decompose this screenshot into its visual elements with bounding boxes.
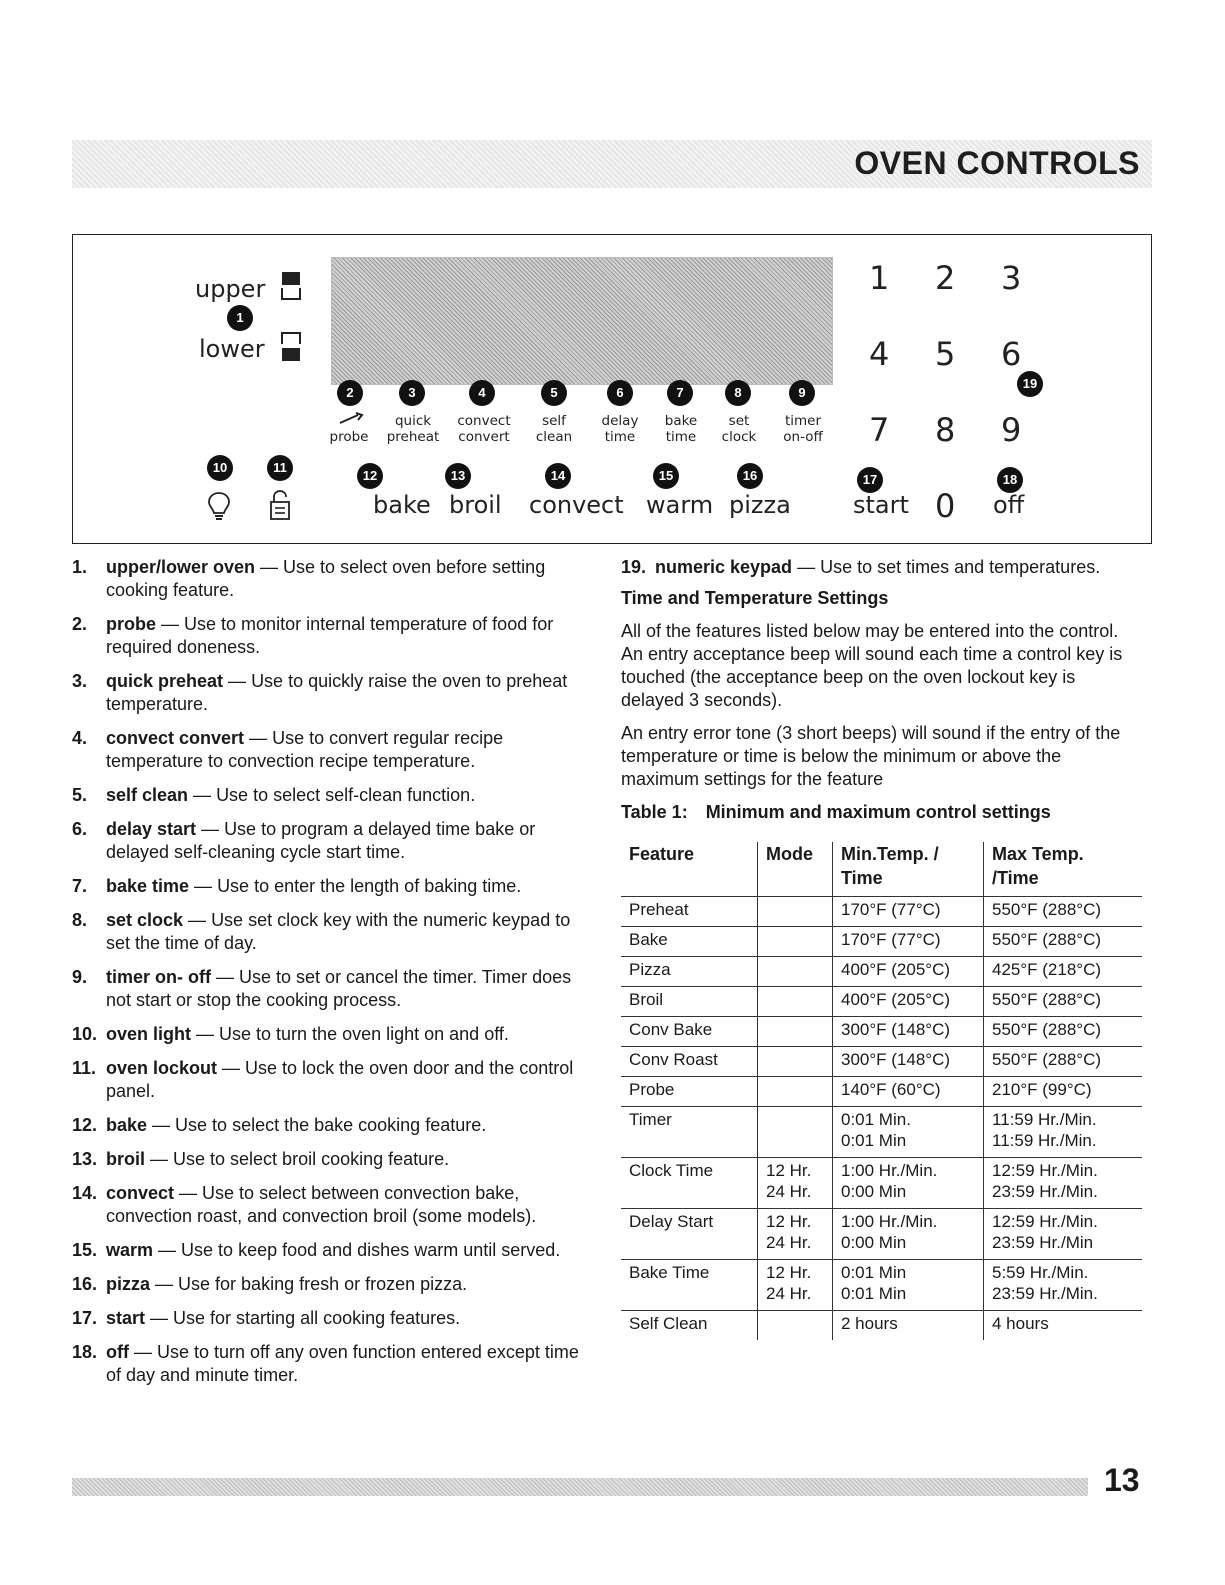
cell-mode: [758, 1107, 833, 1158]
broil-button[interactable]: broil: [449, 491, 502, 519]
table-row: [621, 927, 1142, 957]
list-item: [72, 784, 592, 807]
cell-max: [984, 1158, 1143, 1209]
table-title: Minimum and maximum control settings: [705, 802, 1051, 822]
list-item-19: [621, 556, 1141, 579]
cell-line: 170°F (77°C): [841, 930, 941, 949]
table-label: Table 1:: [621, 802, 688, 822]
list-item-number: 19.: [621, 557, 647, 577]
table-row: [621, 1047, 1142, 1077]
list-item-desc: Use to select the bake cooking feature.: [175, 1115, 487, 1135]
column-header-feature: Feature: [629, 844, 695, 864]
cell-line: Conv Bake: [629, 1020, 713, 1039]
cell-min: [833, 1047, 984, 1077]
list-item-desc: Use to lock the oven door and the control panel.: [106, 1058, 574, 1101]
upper-oven-label: upper: [195, 275, 266, 303]
list-item-body: off — Use to turn off any oven function entered except time of day and minute timer.: [106, 1342, 579, 1385]
list-item-desc: Use to turn the oven light on and off.: [219, 1024, 509, 1044]
upper-oven-icon: [281, 271, 301, 301]
list-item-number: 16.: [72, 1274, 98, 1294]
list-item: [72, 1182, 592, 1228]
cell-line: 23:59 Hr./Min.: [992, 1284, 1098, 1303]
keypad-key-9[interactable]: 9: [1001, 411, 1022, 449]
cell-line: 550°F (288°C): [992, 930, 1102, 949]
list-item-number: 12.: [72, 1115, 98, 1135]
oven-display-window: [331, 257, 833, 385]
list-item-body: probe — Use to monitor internal temperature of food for required doneness.: [106, 614, 554, 657]
cell-line: 5:59 Hr./Min.: [992, 1263, 1089, 1282]
cell-feature: [621, 1047, 758, 1077]
list-item-term: warm: [106, 1240, 154, 1260]
table-caption: [621, 801, 1141, 824]
cell-min: [833, 927, 984, 957]
quick-preheat-key-label[interactable]: [383, 413, 443, 445]
cell-mode: [758, 927, 833, 957]
cell-line: 0:01 Min: [841, 1263, 907, 1282]
paragraph-1: All of the features listed below may be entered into the control. An entry acceptance beep will sound each time a control key is touched (the acceptance beep on the oven lockout key is delayed 3 seconds).: [621, 621, 1123, 710]
table-row: [621, 1209, 1142, 1260]
cell-mode: [758, 987, 833, 1017]
list-item-number: 10.: [72, 1024, 98, 1044]
keypad-key-6[interactable]: 6: [1001, 335, 1022, 373]
callout-13: 13: [445, 463, 471, 489]
list-item-body: start — Use for starting all cooking features.: [106, 1308, 461, 1328]
cell-line: Bake: [629, 930, 668, 949]
cell-feature: [621, 1107, 758, 1158]
list-item-desc: Use to convert regular recipe temperature to convection recipe temperature.: [106, 728, 504, 771]
list-item-term: convect: [106, 1183, 175, 1203]
cell-line: 12:59 Hr./Min.: [992, 1212, 1098, 1231]
cell-max: [984, 1017, 1143, 1047]
cell-feature: [621, 1077, 758, 1107]
list-item-term: bake: [106, 1115, 148, 1135]
cell-line: Timer: [629, 1110, 672, 1129]
cell-line: 24 Hr.: [766, 1284, 812, 1303]
cell-min: [833, 1158, 984, 1209]
keypad-key-2[interactable]: 2: [935, 259, 956, 297]
list-item-body: convect — Use to select between convection bake, convection roast, and convection broil (some models).: [106, 1183, 537, 1226]
list-item-desc: Use for starting all cooking features.: [173, 1308, 461, 1328]
list-item-number: 11.: [72, 1058, 97, 1078]
cell-line: 550°F (288°C): [992, 1020, 1102, 1039]
quick-preheat-line1: quick: [394, 413, 432, 429]
delay-time-line1: delay: [601, 413, 639, 429]
cell-mode: [758, 1311, 833, 1341]
list-item-term: self clean: [106, 785, 189, 805]
list-item-term: oven lockout: [106, 1058, 218, 1078]
list-item-term: delay start: [106, 819, 197, 839]
cell-feature: [621, 1017, 758, 1047]
list-item: [72, 613, 592, 659]
list-item-body: pizza — Use for baking fresh or frozen pizza.: [106, 1274, 468, 1294]
cell-max: [984, 1311, 1143, 1341]
cell-line: Conv Roast: [629, 1050, 718, 1069]
cell-feature: [621, 957, 758, 987]
list-item-desc: Use to select oven before setting cooking feature.: [106, 557, 546, 600]
table-row: [621, 1311, 1142, 1341]
list-item-body: oven lockout — Use to lock the oven door and the control panel.: [106, 1058, 574, 1101]
list-item-term: timer on- off: [106, 967, 211, 987]
cell-line: 12:59 Hr./Min.: [992, 1161, 1098, 1180]
table-row: [621, 987, 1142, 1017]
list-item-term: oven light: [106, 1024, 191, 1044]
callout-17: 17: [857, 467, 883, 493]
callout-1: 1: [227, 305, 253, 331]
cell-mode: [758, 1209, 833, 1260]
list-item-desc: Use to select broil cooking feature.: [173, 1149, 450, 1169]
cell-max: [984, 1077, 1143, 1107]
cell-line: Clock Time: [629, 1161, 714, 1180]
cell-line: 4 hours: [992, 1314, 1049, 1333]
cell-line: Preheat: [629, 900, 689, 919]
warm-button[interactable]: warm: [646, 491, 714, 519]
list-item-desc: Use to turn off any oven function entered except time of day and minute timer.: [106, 1342, 579, 1385]
cell-feature: [621, 927, 758, 957]
cell-line: 11:59 Hr./Min.: [992, 1131, 1097, 1150]
list-item-term: broil: [106, 1149, 145, 1169]
list-item-number: 9.: [72, 967, 88, 987]
delay-time-key-label[interactable]: [597, 413, 643, 445]
set-clock-key-label[interactable]: [717, 413, 761, 445]
list-item-term: bake time: [106, 876, 190, 896]
list-item: [72, 1023, 592, 1046]
table-row: [621, 1158, 1142, 1209]
column-header-mode: Mode: [758, 842, 833, 897]
list-item-desc: Use to program a delayed time bake or delayed self-cleaning cycle start time.: [106, 819, 536, 862]
list-item: [72, 875, 592, 898]
bake-time-key-label[interactable]: [659, 413, 703, 445]
page-number: 13: [1104, 1462, 1140, 1498]
callout-3: 3: [399, 380, 425, 406]
column-header-min: Min.Temp. / Time: [833, 842, 984, 897]
cell-mode: [758, 897, 833, 927]
list-item-body: broil — Use to select broil cooking feature.: [106, 1149, 450, 1169]
list-item-body: upper/lower oven — Use to select oven before setting cooking feature.: [106, 557, 546, 600]
cell-line: 2 hours: [841, 1314, 898, 1333]
list-item-body: self clean — Use to select self-clean function.: [106, 785, 476, 805]
probe-icon: [338, 411, 364, 425]
list-item-desc: Use to select self-clean function.: [216, 785, 476, 805]
list-item: [72, 909, 592, 955]
list-item-number: 18.: [72, 1342, 98, 1362]
callout-15: 15: [653, 463, 679, 489]
cell-mode: [758, 1077, 833, 1107]
table-row: [621, 957, 1142, 987]
list-item-body: warm — Use to keep food and dishes warm until served.: [106, 1240, 561, 1260]
callout-4: 4: [469, 380, 495, 406]
cell-max: [984, 987, 1143, 1017]
list-item-desc: Use to set or cancel the timer. Timer does not start or stop the cooking process.: [106, 967, 572, 1010]
cell-line: 300°F (148°C): [841, 1020, 951, 1039]
list-item-term: quick preheat: [106, 671, 224, 691]
cell-max: [984, 1260, 1143, 1311]
cell-mode: [758, 1260, 833, 1311]
cell-line: 0:00 Min: [841, 1182, 907, 1201]
keypad-key-7[interactable]: 7: [869, 411, 890, 449]
bake-time-line2: time: [665, 429, 697, 445]
cell-line: Self Clean: [629, 1314, 708, 1333]
cell-mode: [758, 1047, 833, 1077]
table-row: [621, 1017, 1142, 1047]
table-row: [621, 1077, 1142, 1107]
callout-7: 7: [667, 380, 693, 406]
list-item-number: 4.: [72, 728, 88, 748]
list-item-desc: Use set clock key with the numeric keypad to set the time of day.: [106, 910, 571, 953]
callout-2: 2: [337, 380, 363, 406]
lower-oven-label: lower: [199, 335, 265, 363]
list-item-desc: Use to monitor internal temperature of food for required doneness.: [106, 614, 554, 657]
timer-on-off-line2: on-off: [783, 429, 823, 445]
list-item-body: bake time — Use to enter the length of baking time.: [106, 876, 522, 896]
list-item-number: 8.: [72, 910, 88, 930]
callout-6: 6: [607, 380, 633, 406]
convect-convert-key-label[interactable]: [453, 413, 515, 445]
convect-button[interactable]: convect: [529, 491, 624, 519]
self-clean-key-label[interactable]: [529, 413, 579, 445]
list-item-number: 6.: [72, 819, 88, 839]
list-item: [72, 1057, 592, 1103]
cell-line: 550°F (288°C): [992, 900, 1102, 919]
convect-convert-line2: convert: [458, 429, 510, 445]
list-item-body: quick preheat — Use to quickly raise the oven to preheat temperature.: [106, 671, 568, 714]
cell-line: 23:59 Hr./Min: [992, 1233, 1094, 1252]
cell-line: 0:00 Min: [841, 1233, 907, 1252]
cell-min: [833, 1260, 984, 1311]
list-item: [72, 1239, 592, 1262]
callout-16: 16: [737, 463, 763, 489]
list-item-body: numeric keypad — Use to set times and temperatures.: [655, 557, 1101, 577]
cell-max: [984, 927, 1143, 957]
keypad-key-1[interactable]: 1: [869, 259, 890, 297]
cell-line: 170°F (77°C): [841, 900, 941, 919]
timer-on-off-key-label[interactable]: [777, 413, 829, 445]
cell-line: 0:01 Min: [841, 1284, 907, 1303]
oven-lockout-icon[interactable]: [269, 489, 291, 521]
cell-line: 210°F (99°C): [992, 1080, 1092, 1099]
cell-line: 300°F (148°C): [841, 1050, 951, 1069]
keypad-key-4[interactable]: 4: [869, 335, 890, 373]
list-item-desc: Use to quickly raise the oven to preheat temperature.: [106, 671, 568, 714]
self-clean-line2: clean: [535, 429, 573, 445]
list-item-body: convect convert — Use to convert regular recipe temperature to convection recipe temperature.: [106, 728, 504, 771]
cell-line: 12 Hr.: [766, 1161, 812, 1180]
cell-min: [833, 897, 984, 927]
quick-preheat-line2: preheat: [386, 429, 440, 445]
callout-5: 5: [541, 380, 567, 406]
list-item-term: start: [106, 1308, 146, 1328]
paragraph-2: An entry error tone (3 short beeps) will sound if the entry of the temperature or time is below the minimum or above the maximum settings for the feature: [621, 723, 1121, 789]
cell-mode: [758, 1158, 833, 1209]
cell-max: [984, 1107, 1143, 1158]
pizza-button[interactable]: pizza: [729, 491, 791, 519]
set-clock-line2: clock: [721, 429, 757, 445]
list-item-number: 1.: [72, 557, 88, 577]
table-row: [621, 897, 1142, 927]
list-item-desc: Use to enter the length of baking time.: [217, 876, 522, 896]
list-item-term: set clock: [106, 910, 184, 930]
timer-on-off-line1: timer: [784, 413, 822, 429]
callout-18: 18: [997, 467, 1023, 493]
column-header-max: Max Temp. /Time: [984, 842, 1143, 897]
list-item-term: off: [106, 1342, 129, 1362]
cell-line: 12 Hr.: [766, 1212, 812, 1231]
list-item-body: delay start — Use to program a delayed time bake or delayed self-cleaning cycle start time.: [106, 819, 536, 862]
off-button[interactable]: off: [993, 491, 1025, 519]
cell-mode: [758, 957, 833, 987]
list-item-term: numeric keypad: [655, 557, 793, 577]
cell-line: 140°F (60°C): [841, 1080, 941, 1099]
list-item: [72, 1273, 592, 1296]
cell-line: 24 Hr.: [766, 1182, 812, 1201]
keypad-key-5[interactable]: 5: [935, 335, 956, 373]
list-item: [72, 1148, 592, 1171]
cell-max: [984, 957, 1143, 987]
list-item: [72, 1341, 592, 1387]
list-item-number: 5.: [72, 785, 88, 805]
callout-12: 12: [357, 463, 383, 489]
cell-line: 400°F (205°C): [841, 960, 951, 979]
table-row: [621, 1260, 1142, 1311]
table-header-row: [621, 842, 1142, 897]
control-panel-diagram: [72, 234, 1152, 544]
cell-line: 0:01 Min: [841, 1131, 907, 1150]
section-title: OVEN CONTROLS: [854, 145, 1140, 181]
callout-14: 14: [545, 463, 571, 489]
list-item-number: 15.: [72, 1240, 98, 1260]
list-item: [72, 556, 592, 602]
cell-min: [833, 987, 984, 1017]
cell-min: [833, 1077, 984, 1107]
list-item: [72, 670, 592, 716]
callout-10: 10: [207, 455, 233, 481]
keypad-key-8[interactable]: 8: [935, 411, 956, 449]
list-item-number: 7.: [72, 876, 88, 896]
cell-line: 400°F (205°C): [841, 990, 951, 1009]
list-item-body: set clock — Use set clock key with the numeric keypad to set the time of day.: [106, 910, 571, 953]
footer-band: [72, 1478, 1088, 1496]
list-item-term: probe: [106, 614, 157, 634]
table-row: [621, 1107, 1142, 1158]
list-item-term: convect convert: [106, 728, 245, 748]
cell-line: 11:59 Hr./Min.: [992, 1110, 1097, 1129]
list-item-number: 3.: [72, 671, 88, 691]
list-item: [72, 727, 592, 773]
cell-feature: [621, 1260, 758, 1311]
callout-8: 8: [725, 380, 751, 406]
cell-max: [984, 897, 1143, 927]
list-item-body: bake — Use to select the bake cooking feature.: [106, 1115, 487, 1135]
self-clean-line1: self: [542, 413, 566, 429]
cell-line: 1:00 Hr./Min.: [841, 1161, 938, 1180]
cell-line: Delay Start: [629, 1212, 714, 1231]
cell-mode: [758, 1017, 833, 1047]
list-item-number: 14.: [72, 1183, 98, 1203]
section-header-band: [72, 140, 1152, 188]
list-item: [72, 818, 592, 864]
cell-feature: [621, 897, 758, 927]
cell-max: [984, 1047, 1143, 1077]
list-item-number: 17.: [72, 1308, 98, 1328]
cell-min: [833, 1311, 984, 1341]
list-item-desc: Use to set times and temperatures.: [820, 557, 1101, 577]
list-item-desc: Use for baking fresh or frozen pizza.: [178, 1274, 468, 1294]
callout-19: 19: [1017, 371, 1043, 397]
list-item: [72, 1307, 592, 1330]
callout-9: 9: [789, 380, 815, 406]
keypad-key-3[interactable]: 3: [1001, 259, 1022, 297]
control-descriptions-list: [72, 556, 592, 1398]
cell-line: Broil: [629, 990, 664, 1009]
cell-feature: [621, 1311, 758, 1341]
keypad-key-0[interactable]: 0: [935, 487, 956, 525]
cell-line: 23:59 Hr./Min.: [992, 1182, 1098, 1201]
start-button[interactable]: start: [853, 491, 909, 519]
list-item-desc: Use to select between convection bake, convection roast, and convection broil (some models).: [106, 1183, 537, 1226]
list-item-number: 2.: [72, 614, 88, 634]
list-item: [72, 1114, 592, 1137]
cell-feature: [621, 1158, 758, 1209]
cell-line: 550°F (288°C): [992, 990, 1102, 1009]
list-item-body: oven light — Use to turn the oven light on and off.: [106, 1024, 509, 1044]
cell-min: [833, 1017, 984, 1047]
list-item-term: pizza: [106, 1274, 151, 1294]
convect-convert-line1: convect: [457, 413, 511, 429]
cell-line: 425°F (218°C): [992, 960, 1102, 979]
cell-feature: [621, 987, 758, 1017]
probe-key-label-text: probe: [329, 429, 369, 445]
list-item: [72, 966, 592, 1012]
cell-min: [833, 1107, 984, 1158]
cell-line: Bake Time: [629, 1263, 710, 1282]
cell-line: 550°F (288°C): [992, 1050, 1102, 1069]
callout-11: 11: [267, 455, 293, 481]
oven-light-icon[interactable]: [207, 491, 231, 521]
probe-key-label[interactable]: [321, 429, 377, 445]
cell-line: 1:00 Hr./Min.: [841, 1212, 938, 1231]
cell-line: 0:01 Min.: [841, 1110, 911, 1129]
list-item-body: timer on- off — Use to set or cancel the timer. Timer does not start or stop the cooking process.: [106, 967, 572, 1010]
cell-line: 24 Hr.: [766, 1233, 812, 1252]
cell-feature: [621, 1209, 758, 1260]
cell-max: [984, 1209, 1143, 1260]
right-column: [621, 556, 1141, 1340]
lower-oven-icon: [281, 331, 301, 363]
cell-min: [833, 1209, 984, 1260]
delay-time-line2: time: [604, 429, 636, 445]
cell-line: Probe: [629, 1080, 675, 1099]
bake-time-line1: bake: [664, 413, 698, 429]
cell-line: 12 Hr.: [766, 1263, 812, 1282]
set-clock-line1: set: [728, 413, 750, 429]
control-settings-table: [621, 842, 1142, 1340]
list-item-term: upper/lower oven: [106, 557, 256, 577]
bake-button[interactable]: bake: [373, 491, 431, 519]
list-item-desc: Use to keep food and dishes warm until served.: [181, 1240, 561, 1260]
cell-line: Pizza: [629, 960, 671, 979]
cell-min: [833, 957, 984, 987]
list-item-number: 13.: [72, 1149, 98, 1169]
time-temperature-heading: Time and Temperature Settings: [621, 588, 889, 608]
